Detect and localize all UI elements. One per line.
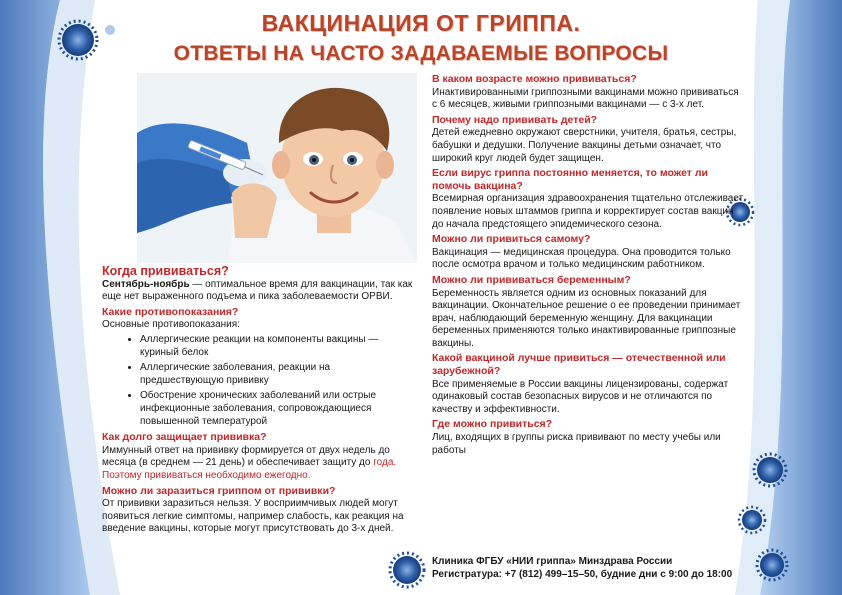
which-question: Какой вакциной лучше привиться — отечественной или зарубежной? — [432, 352, 726, 378]
contra-question: Какие противопоказания? — [102, 305, 239, 318]
when-lead: Сентябрь-ноябрь — [102, 278, 190, 290]
children-question: Почему надо прививать детей? — [432, 113, 598, 126]
where-answer: Лиц, входящих в группы риска прививают по месту учебы или работы — [432, 432, 721, 456]
protect-answer — [102, 445, 414, 483]
virus-icon — [739, 507, 765, 533]
mutate-answer: Всемирная организация здравоохранения тщательно отслеживает появление новых штаммов гриппа и корректирует состав вакцин до начала предстоящего эпидемического сезона. — [432, 193, 744, 230]
where-question: Где можно привиться? — [432, 418, 553, 431]
pregnant-question: Можно ли прививаться беременным? — [432, 273, 631, 286]
children-answer: Детей ежедневно окружают сверстники, учителя, братья, сестры, бабушки и дедушки. Получение вакцины детьми означает, что широкий круг людей будет защищен. — [432, 127, 737, 164]
pregnant-answer: Беременность является одним из основных показаний для вакцинации. Окончательное решение о ее проведении принимает врач, наблюдающий беременную женщину. Для вакцинации беременных применяются только инактивированные гриппозные вакцины. — [432, 287, 741, 349]
contra-intro: Основные противопоказания: — [102, 319, 240, 331]
left-column — [102, 265, 414, 536]
mutate-question: Если вирус гриппа постоянно меняется, то может ли помочь вакцина? — [432, 167, 708, 192]
self-question: Можно ли привиться самому? — [432, 233, 591, 246]
list-item: • Обострение хронических заболеваний или острые инфекционные заболевания, сопровождающиеся повышенной температурой — [140, 390, 414, 428]
age-answer: Инактивированными гриппозными вакцинами можно прививаться с 6 месяцев, живыми гриппозными вакцинами — с 3-х лет. — [432, 86, 739, 111]
footer-contacts — [432, 555, 752, 581]
when-answer — [102, 279, 414, 304]
registry-phone: Регистратура: +7 (812) 499–15–50, будние дни с 9:00 до 18:00 — [432, 569, 733, 580]
clinic-name: Клиника ФГБУ «НИИ гриппа» Минздрава России — [432, 556, 673, 567]
when-question: Когда прививаться? — [102, 264, 229, 278]
list-item: • Аллергические заболевания, реакции на предшествующую прививку — [140, 362, 414, 387]
when-text: — оптимальное время для вакцинации, так как еще нет выраженного подъема и пика заболеваемости ОРВИ. — [102, 278, 413, 303]
age-question: В каком возрасте можно прививаться? — [432, 73, 637, 85]
page-title: ВАКЦИНАЦИЯ ОТ ГРИППА. — [261, 10, 581, 36]
right-column — [432, 73, 746, 457]
protect-text: Иммунный ответ на прививку формируется от двух недель до месяца (в среднем — 21 день) и обеспечивает защиту до — [102, 444, 390, 469]
infect-question: Можно ли заразиться гриппом от прививки? — [102, 484, 336, 497]
infect-answer: От прививки заразиться нельзя. У восприимчивых людей могут появиться легкие симптомы, например слабость, как реакция на введение вакцины, которые могут присутствовать до 3-х дней. — [102, 498, 404, 535]
virus-icon — [390, 553, 424, 587]
protect-question: Как долго защищает прививка? — [102, 431, 267, 444]
vaccination-photo — [137, 73, 417, 263]
which-answer: Все применяемые в России вакцины лицензированы, содержат одинаковый состав безопасных вирусов и не отличаются по качеству и эффективности. — [432, 378, 729, 415]
list-item: • Аллергические реакции на компоненты вакцины — куриный белок — [140, 334, 414, 359]
protect-emphasis: года. Поэтому прививаться необходимо ежегодно. — [102, 457, 397, 481]
page-subtitle: ОТВЕТЫ НА ЧАСТО ЗАДАВАЕМЫЕ ВОПРОСЫ — [173, 42, 669, 65]
self-answer: Вакцинация — медицинская процедура. Она проводится только после осмотра врачом и только медицинским работником. — [432, 246, 731, 271]
contra-list — [102, 334, 414, 428]
